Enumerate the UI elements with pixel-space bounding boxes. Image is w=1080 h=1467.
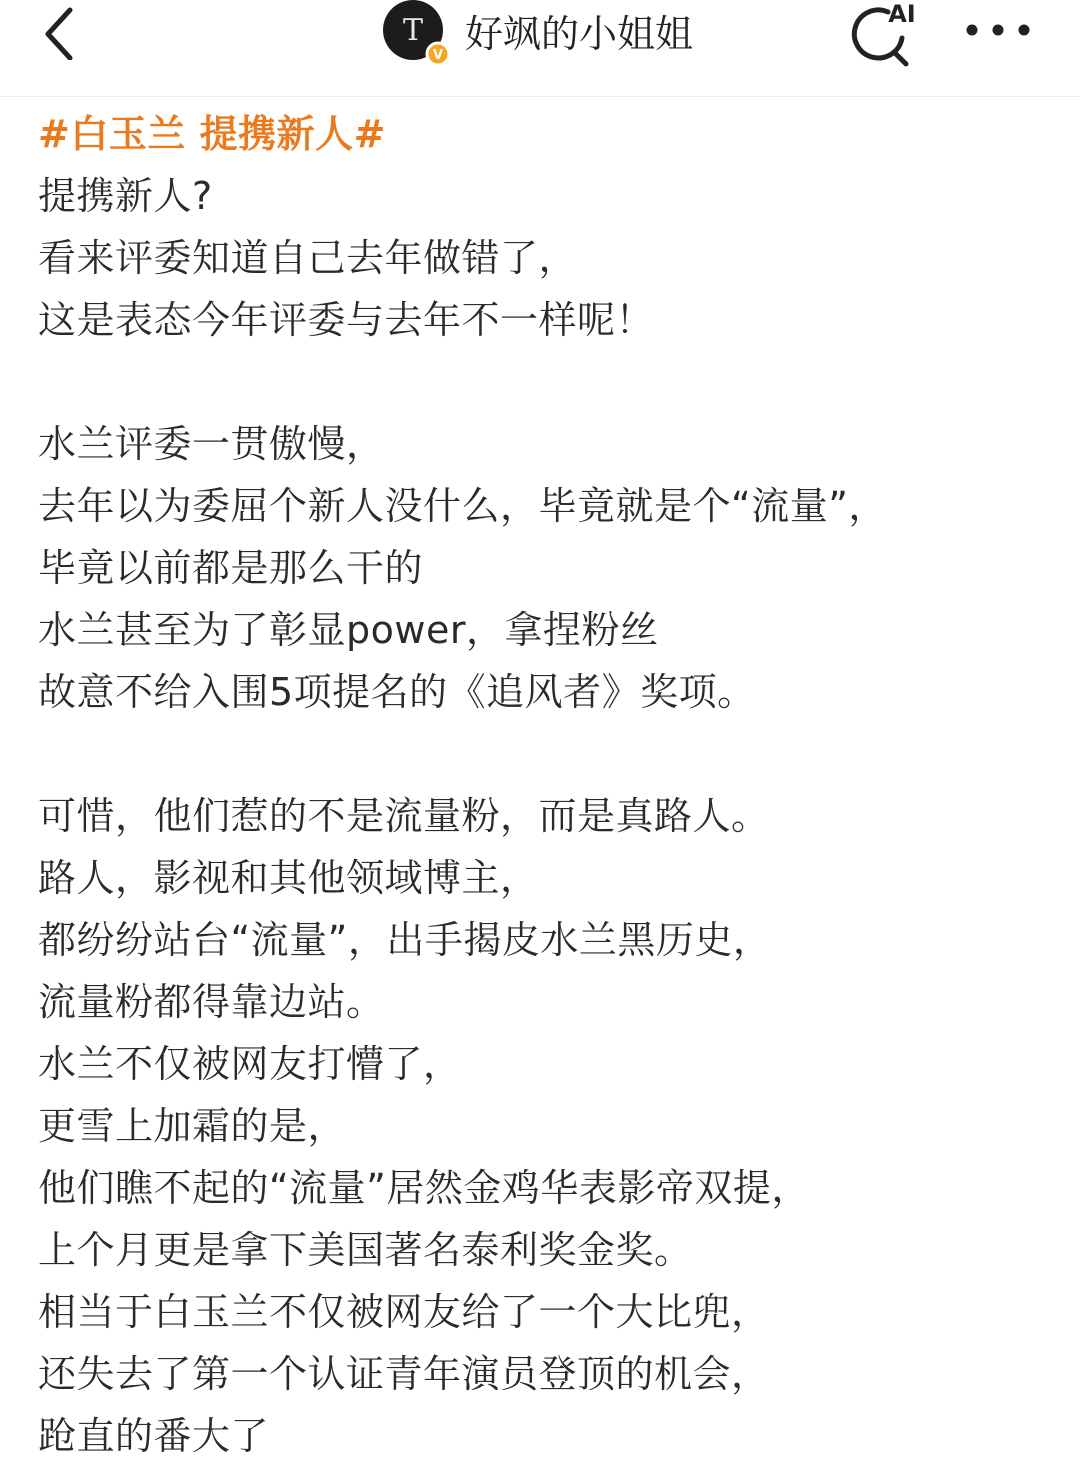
post-line: 水兰评委一贯傲慢，: [38, 422, 385, 466]
verified-badge-icon: [427, 43, 449, 65]
post-line: 这是表态今年评委与去年不一样呢！: [38, 298, 655, 342]
avatar-letter: T: [402, 13, 424, 48]
ai-label: AI: [888, 0, 916, 28]
post-line: 上个月更是拿下美国著名泰利奖金奖。: [38, 1228, 693, 1272]
avatar[interactable]: [380, 0, 450, 70]
blank-line: [38, 351, 1058, 413]
ai-search-icon[interactable]: [838, 0, 922, 68]
post-line: 更雪上加霜的是，: [38, 1104, 347, 1148]
post-line: 跄直的番大了: [38, 1414, 270, 1458]
post-line: 还失去了第一个认证青年演员登顶的机会，: [38, 1352, 770, 1396]
author-nickname[interactable]: 好飒的小姐姐: [465, 12, 694, 56]
post-line: 流量粉都得靠边站。: [38, 980, 385, 1024]
top-nav-bar: [0, 0, 1080, 97]
blank-line: [38, 723, 1058, 785]
post-line: 水兰甚至为了彰显power，拿捏粉丝: [38, 608, 659, 652]
post-line: 故意不给入围5项提名的《追风者》奖项。: [38, 670, 756, 714]
post-line: 提携新人?: [38, 174, 213, 218]
post-line: 路人，影视和其他领域博主，: [38, 856, 539, 900]
more-options-icon[interactable]: [960, 12, 1036, 48]
back-arrow-icon[interactable]: [34, 4, 90, 60]
post-line: 毕竟以前都是那么干的: [38, 546, 424, 590]
topic-hashtag[interactable]: #白玉兰 提携新人#: [38, 112, 386, 156]
verified-badge-label: V: [432, 48, 444, 63]
post-line: 都纷纷站台“流量”，出手揭皮水兰黑历史，: [38, 918, 772, 962]
post-line: 相当于白玉兰不仅被网友给了一个大比兜，: [38, 1290, 770, 1334]
post-line: 可惜，他们惹的不是流量粉，而是真路人。: [38, 794, 770, 838]
post-body: [38, 103, 1058, 1467]
post-line: 他们瞧不起的“流量”居然金鸡华表影帝双提，: [38, 1166, 810, 1210]
post-line: 去年以为委屈个新人没什么，毕竟就是个“流量”，: [38, 484, 887, 528]
post-line: 水兰不仅被网友打懵了，: [38, 1042, 462, 1086]
post-line: 看来评委知道自己去年做错了，: [38, 236, 578, 280]
